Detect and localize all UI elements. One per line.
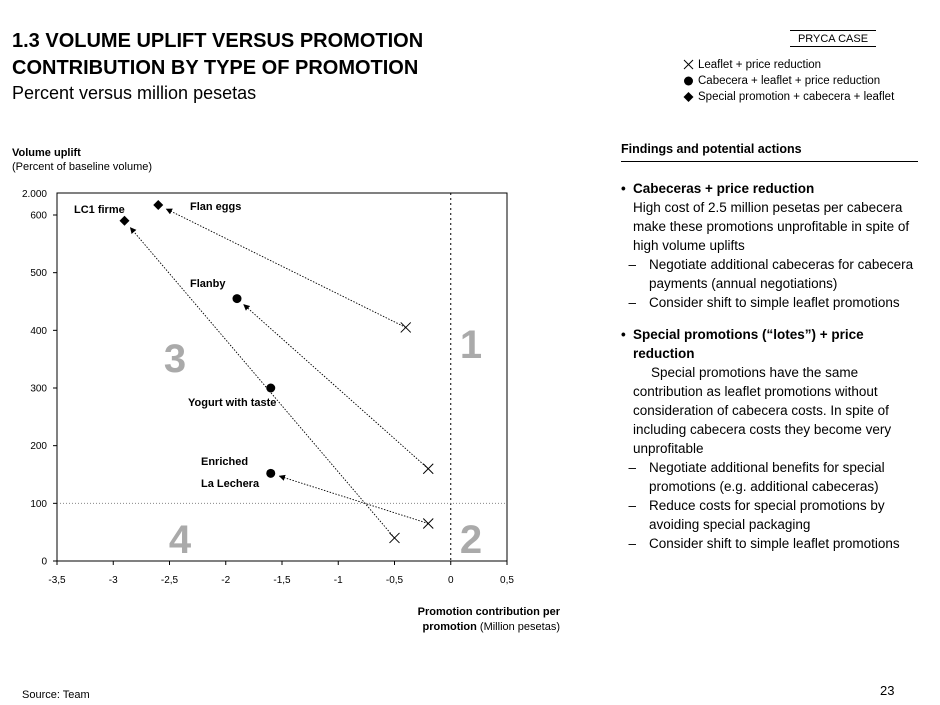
action-item: – Negotiate additional benefits for special promotions (e.g. additional cabeceras) bbox=[621, 458, 919, 496]
action-text: Negotiate additional cabeceras for cabecera payments (annual negotiations) bbox=[649, 257, 914, 291]
y-axis-subtitle: (Percent of baseline volume) bbox=[12, 161, 153, 173]
y-tick-label: 0 bbox=[41, 556, 47, 568]
promotion-arrow bbox=[130, 228, 394, 538]
x-tick-label: 0 bbox=[447, 575, 454, 586]
point-circle-marker bbox=[266, 469, 275, 478]
quadrant-label-2: 2 bbox=[459, 518, 483, 562]
product-label: Flanby bbox=[190, 278, 226, 290]
y-axis-title: Volume uplift bbox=[12, 147, 81, 159]
source-note: Source: Team bbox=[22, 689, 90, 701]
x-icon bbox=[680, 58, 698, 73]
x-tick-label: -1 bbox=[333, 575, 343, 586]
product-label: Flan eggs bbox=[190, 201, 242, 213]
x-tick-label: -2 bbox=[221, 575, 231, 586]
findings-title: Findings and potential actions bbox=[621, 142, 918, 162]
product-label: Yogurt with taste bbox=[188, 397, 277, 409]
y-tick-label: 500 bbox=[30, 268, 47, 280]
action-item: – Reduce costs for special promotions by avoiding special packaging bbox=[621, 496, 919, 534]
legend-label: Special promotion + cabecera + leaflet bbox=[698, 91, 895, 103]
x-axis-title-line-1: Promotion contribution per bbox=[417, 606, 560, 618]
product-label: LC1 firme bbox=[74, 204, 125, 216]
y-tick-label: 400 bbox=[30, 325, 47, 337]
finding-body: High cost of 2.5 million pesetas per cabecera make these promotions unprofitable in spite of high volume uplifts bbox=[633, 200, 910, 253]
x-tick-label: 0,5 bbox=[500, 575, 514, 586]
y-tick-label: 300 bbox=[30, 383, 47, 395]
x-axis-title-bold: promotion bbox=[422, 621, 477, 633]
legend-label: Leaflet + price reduction bbox=[698, 59, 822, 71]
product-label: Enriched bbox=[201, 456, 249, 468]
quadrant-label-1: 1 bbox=[459, 323, 483, 367]
action-text: Consider shift to simple leaflet promotions bbox=[649, 295, 900, 310]
y-tick-label: 100 bbox=[30, 498, 47, 510]
action-item: – Consider shift to simple leaflet promotions bbox=[621, 536, 900, 551]
point-x-marker bbox=[401, 322, 411, 332]
plot-frame bbox=[57, 193, 507, 561]
point-circle-marker bbox=[233, 294, 242, 303]
action-text: Consider shift to simple leaflet promotions bbox=[649, 536, 900, 551]
finding-heading: Cabeceras + price reduction bbox=[633, 181, 815, 196]
point-x-marker bbox=[423, 464, 433, 474]
x-tick-label: -2,5 bbox=[160, 575, 179, 586]
point-diamond-marker bbox=[153, 200, 163, 210]
bullet-icon: • bbox=[621, 181, 626, 196]
x-tick-label: -3,5 bbox=[48, 575, 66, 586]
point-diamond-marker bbox=[120, 216, 130, 226]
circle-icon bbox=[680, 74, 698, 89]
promotion-arrow bbox=[166, 209, 405, 327]
quadrant-label-4: 4 bbox=[168, 518, 192, 562]
finding-body: Special promotions have the same contribution as leaflet promotions without consideration of cabecera costs. In spite of including cabecera costs they become very unprofitable bbox=[633, 365, 892, 456]
y-tick-label: 600 bbox=[30, 210, 47, 222]
action-text: Negotiate additional benefits for special promotions (e.g. additional cabeceras) bbox=[649, 460, 885, 494]
finding-section-cabeceras bbox=[621, 179, 919, 312]
legend-item-cabecera bbox=[680, 74, 920, 89]
y-tick-label: 200 bbox=[30, 441, 47, 453]
action-item: – Consider shift to simple leaflet promotions bbox=[621, 295, 900, 310]
title-line-1: 1.3 VOLUME UPLIFT VERSUS PROMOTION bbox=[12, 30, 424, 52]
x-tick-label: -1,5 bbox=[273, 575, 291, 586]
y-break-label: 2.000 bbox=[21, 189, 47, 200]
quadrant-label-3: 3 bbox=[163, 337, 187, 381]
point-x-marker bbox=[423, 519, 433, 529]
findings-list bbox=[621, 179, 919, 566]
promotion-arrow bbox=[279, 476, 428, 523]
x-axis-title bbox=[360, 605, 560, 635]
finding-section-special bbox=[621, 325, 919, 553]
product-label: La Lechera bbox=[201, 478, 260, 490]
page-subtitle: Percent versus million pesetas bbox=[12, 83, 257, 103]
x-axis-title-rest: (Million pesetas) bbox=[476, 621, 560, 633]
legend-item-leaflet bbox=[680, 58, 920, 73]
action-text: Reduce costs for special promotions by avoiding special packaging bbox=[649, 498, 885, 532]
diamond-icon bbox=[680, 90, 698, 105]
point-circle-marker bbox=[266, 384, 275, 393]
legend-item-special bbox=[680, 90, 920, 105]
action-item: – Negotiate additional cabeceras for cabecera payments (annual negotiations) bbox=[621, 255, 919, 293]
bullet-icon: • bbox=[621, 327, 626, 342]
x-tick-label: -3 bbox=[108, 575, 118, 586]
legend bbox=[680, 58, 920, 106]
point-x-marker bbox=[390, 533, 400, 543]
legend-label: Cabecera + leaflet + price reduction bbox=[698, 75, 881, 87]
finding-heading: Special promotions (“lotes”) + price reduction bbox=[633, 327, 864, 361]
case-tag: PRYCA CASE bbox=[790, 30, 876, 47]
title-line-2: CONTRIBUTION BY TYPE OF PROMOTION bbox=[12, 57, 419, 79]
x-tick-label: -0,5 bbox=[385, 575, 404, 586]
page-number: 23 bbox=[880, 683, 895, 698]
